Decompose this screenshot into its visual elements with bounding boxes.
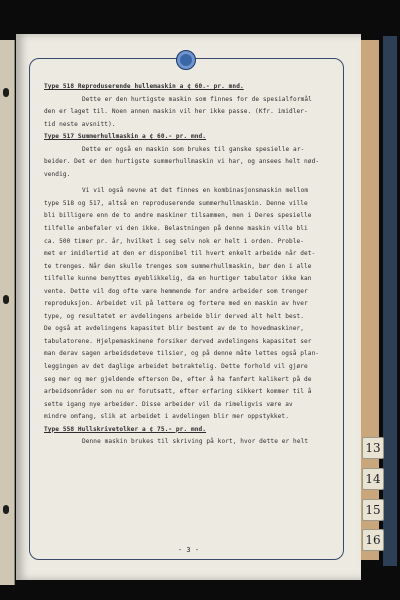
typed-text-body: [44, 81, 334, 449]
index-tab-16[interactable]: 16: [362, 529, 384, 551]
text-line: vente. Dette vil dog ofte være hemmende for andre arbeider som trenger: [44, 287, 308, 295]
text-line: bli billigere enn de to andre maskiner tilsammen, men i Deres spesielle: [44, 212, 312, 220]
text-line: seg mer og mer gjeldende efterson De, efter å ha fanført kalikert på de: [44, 375, 312, 383]
index-tab-15[interactable]: 15: [362, 499, 384, 521]
text-line: De også at avdelingens kapasitet blir bestemt av de to hovedmaskiner,: [44, 325, 305, 333]
text-line: tilfelle anbefaler vi den ikke. Belastningen på denne maskin ville bli: [44, 225, 308, 233]
binding-hole-icon: [3, 505, 9, 514]
section-heading: Type 517 Summerhullmaskin a ¢ 60.- pr. mnd.: [44, 133, 207, 141]
text-line: ca. 500 timer pr. år, hvilket i seg selv nok er helt i orden. Proble-: [44, 237, 305, 245]
text-line: arbeidsområder som nu er forutsatt, efter erfaring sikkert kommer til å: [44, 388, 312, 396]
text-line: type, og resultatet er avdelingens arbeide blir derved alt helt best.: [44, 312, 305, 320]
document-page: [16, 34, 361, 580]
binding-hole-icon: [3, 295, 9, 304]
text-line: reproduksjon. Arbeidet vil på lettere og fortere med en maskin av hver: [44, 300, 308, 308]
binder-cover-edge: [383, 36, 397, 566]
text-line: Denne maskin brukes til skriving på kort, hvor dette er helt: [82, 438, 309, 446]
seal-emblem-icon: [176, 50, 196, 70]
index-tab-13[interactable]: 13: [362, 437, 384, 459]
text-line: tabulatorene. Hjelpemaskinene forsiker derved avdelingens kapasitet ser: [44, 337, 312, 345]
text-line: Vi vil også nevne at det finnes en kombinasjonsmaskin mellom: [82, 187, 309, 195]
text-line: sette igang nye arbeider. Disse arbeider vil da rimeligvis være av: [44, 400, 293, 408]
text-line: tid neste avsnitt).: [44, 120, 116, 128]
index-tab-14[interactable]: 14: [362, 468, 384, 490]
text-line: te trenges. Når den skulle trenges som summerhullmaskin, bør den i alle: [44, 262, 312, 270]
text-line: man derav sagen arbeidsdeteve tilsier, og på denne måte lettes også plan-: [44, 350, 320, 358]
text-line: mindre omfang, slik at arbeidet i avdelingen blir mer oppstykket.: [44, 413, 289, 421]
previous-page-edge: [0, 40, 15, 585]
text-line: leggingen av det daglige arbeidet betraktelig. Dette forhold vil gjøre: [44, 363, 308, 371]
text-line: met er imidlertid at den er disponibel til hvert enkelt arbeide når det-: [44, 250, 316, 258]
text-line: den er laget til. Noen annen maskin vil her ikke passe. (Kfr. imidler-: [44, 108, 308, 116]
text-line: vendig.: [44, 170, 71, 178]
text-line: type 518 og 517, altså en reproduserende summerhullmaskin. Denne ville: [44, 199, 308, 207]
text-line: beider. Det er den hurtigste summerhullmaskin vi har, og ansees helt nød-: [44, 158, 320, 166]
text-line: Dette er også en maskin som brukes til ganske spesielle ar-: [82, 145, 305, 153]
text-line: Dette er den hurtigste maskin som finnes for de spesialformål: [82, 95, 312, 103]
binding-hole-icon: [3, 88, 9, 97]
text-line: tilfelle kunne benyttes øyeblikkelig, da en hurtiger tabulator ikke kan: [44, 275, 312, 283]
page-number: - 3 -: [177, 546, 200, 554]
section-heading: Type 518 Reproduserende hullemaskin a ¢ 60.- pr. mnd.: [44, 83, 244, 90]
section-heading: Type 558 Hullskrivetolker a ¢ 75.- pr. mnd.: [44, 425, 207, 433]
